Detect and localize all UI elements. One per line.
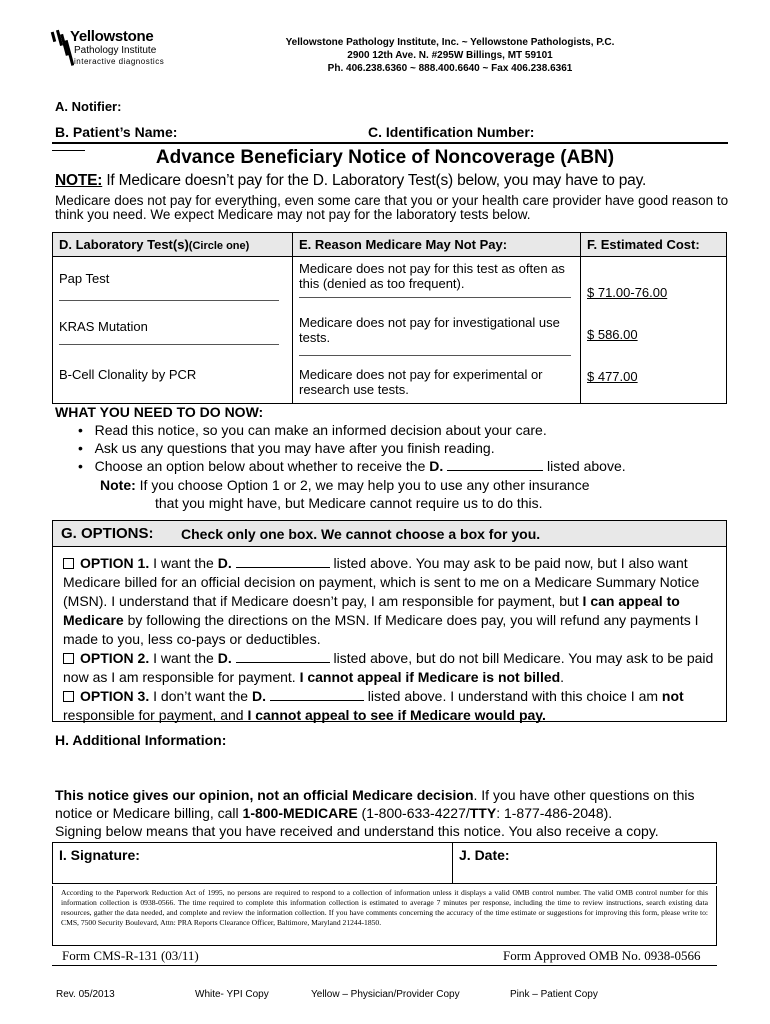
col-header-tests: D. Laboratory Test(s)(Circle one)	[53, 233, 293, 257]
header-line-3: Ph. 406.238.6360 ~ 888.400.6640 ~ Fax 406.238.6361	[327, 63, 573, 74]
form-number: Form CMS-R-131 (03/11)	[62, 948, 199, 963]
revision-date: Rev. 05/2013	[56, 989, 115, 1000]
options-header	[53, 521, 726, 547]
lab-tests-table	[52, 232, 727, 404]
note-text: If Medicare doesn’t pay for the D. Laboratory Test(s) below, you may have to pay.	[102, 172, 647, 189]
date-label[interactable]: J. Date:	[459, 847, 510, 863]
option-2-checkbox[interactable]	[63, 653, 74, 664]
cost-value: $ 477.00	[587, 369, 638, 384]
test-blank[interactable]	[447, 470, 543, 471]
intro-text: Medicare does not pay for everything, even some care that you or your health care provider have good reason to think you need. We expect Medicare may not pay for the laboratory tests below.	[55, 193, 729, 222]
logo-name: Yellowstone	[70, 28, 154, 45]
omb-number: Form Approved OMB No. 0938-0566	[503, 948, 701, 963]
todo-bullet-1: • Read this notice, so you can make an informed decision about your care.	[78, 422, 547, 438]
col-header-reason: E. Reason Medicare May Not Pay:	[293, 233, 581, 257]
opinion-text: This notice gives our opinion, not an official Medicare decision. If you have other questions on this notice or Medicare billing, call 1-800-MEDICARE (1-800-633-4227/TTY: 1-877-486-2048). Signing below means that you have received and understand this notice. You also receive a copy.	[55, 787, 695, 839]
todo-note: Note: If you choose Option 1 or 2, we may help you to use any other insurance	[100, 477, 590, 493]
header-line-2: 2900 12th Ave. N. #295W Billings, MT 59101	[347, 50, 553, 61]
note-line	[55, 172, 646, 190]
table-row	[53, 363, 727, 403]
option-1-checkbox[interactable]	[63, 558, 74, 569]
notifier-label: A. Notifier:	[55, 99, 122, 114]
form-title: Advance Beneficiary Notice of Noncoverage (ABN)	[155, 147, 615, 168]
yellow-copy: Yellow – Physician/Provider Copy	[311, 989, 460, 1000]
signature-box	[52, 842, 717, 884]
signature-label: I. Signature:	[59, 847, 140, 863]
options-box	[52, 520, 727, 722]
todo-bullet-2: • Ask us any questions that you may have after you finish reading.	[78, 440, 495, 456]
pink-copy: Pink – Patient Copy	[510, 989, 598, 1000]
todo-bullet-3: • Choose an option below about whether to receive the D. listed above.	[78, 458, 626, 474]
table-row	[53, 311, 727, 363]
table-row	[53, 257, 727, 312]
option-3: OPTION 3. I don’t want the D. listed above. I understand with this choice I am not responsible for payment, and I cannot appeal to see if Medicare would pay.	[63, 688, 684, 723]
header-rule	[52, 142, 728, 144]
cost-value: $ 586.00	[587, 327, 638, 342]
test-name[interactable]: B-Cell Clonality by PCR	[59, 367, 197, 382]
option-2: OPTION 2. I want the D. listed above, but do not bill Medicare. You may ask to be paid now as I am responsible for payment. I cannot appeal if Medicare is not billed.	[63, 650, 714, 685]
reason-text: Medicare does not pay for experimental or research use tests.	[299, 367, 543, 397]
identification-number-label: C. Identification Number:	[368, 124, 535, 140]
additional-info-label: H. Additional Information:	[55, 732, 227, 748]
todo-note-line-2: that you might have, but Medicare cannot require us to do this.	[155, 495, 543, 511]
logo-subtitle: Pathology Institute	[74, 45, 157, 56]
options-instruction: Check only one box. We cannot choose a box for you.	[181, 526, 541, 542]
footer-rule	[52, 965, 717, 966]
logo-tagline: interactive diagnostics	[74, 57, 165, 66]
reason-text: Medicare does not pay for investigational use tests.	[299, 315, 560, 345]
options-heading: G. OPTIONS:	[61, 525, 154, 542]
option-1: OPTION 1. I want the D. listed above. You may ask to be paid now, but I also want Medicare billed for an official decision on payment, which is sent to me on a Medicare Summary Notice (MSN). I understand that if Medicare doesn’t pay, I am responsible for payment, but I can appeal to Medicare by following the directions on the MSN. If Medicare does pay, you will refund any payments I made to you, less co-pays or deductibles.	[63, 555, 700, 647]
header-line-1: Yellowstone Pathology Institute, Inc. ~ Yellowstone Pathologists, P.C.	[285, 37, 615, 48]
white-copy: White- YPI Copy	[195, 989, 269, 1000]
cost-value: $ 71.00-76.00	[587, 285, 668, 300]
col-header-cost: F. Estimated Cost:	[581, 233, 727, 257]
test-name[interactable]: KRAS Mutation	[59, 319, 148, 334]
option-3-checkbox[interactable]	[63, 691, 74, 702]
todo-heading: WHAT YOU NEED TO DO NOW:	[55, 404, 264, 420]
paperwork-notice: According to the Paperwork Reduction Act of 1995, no persons are required to respond to a collection of information unless it displays a valid OMB control number. The valid OMB control number for this information collection is 0938-0566. The time required to complete this information collection is estimated to average 7 minutes per response, including the time to review instructions, search existing data resources, gather the data needed, and complete and review the information collection. If you have comments concerning the accuracy of the time estimate or suggestions for improving this form, please write to: CMS, 7500 Security Boulevard, Attn: PRA Reports Clearance Officer, Baltimore, Maryland 21244-1850.	[52, 886, 717, 946]
note-label: NOTE:	[55, 172, 103, 189]
test-name[interactable]: Pap Test	[59, 271, 110, 286]
patient-name-label: B. Patient’s Name:	[55, 124, 178, 140]
reason-text: Medicare does not pay for this test as often as this (denied as too frequent).	[299, 261, 565, 291]
